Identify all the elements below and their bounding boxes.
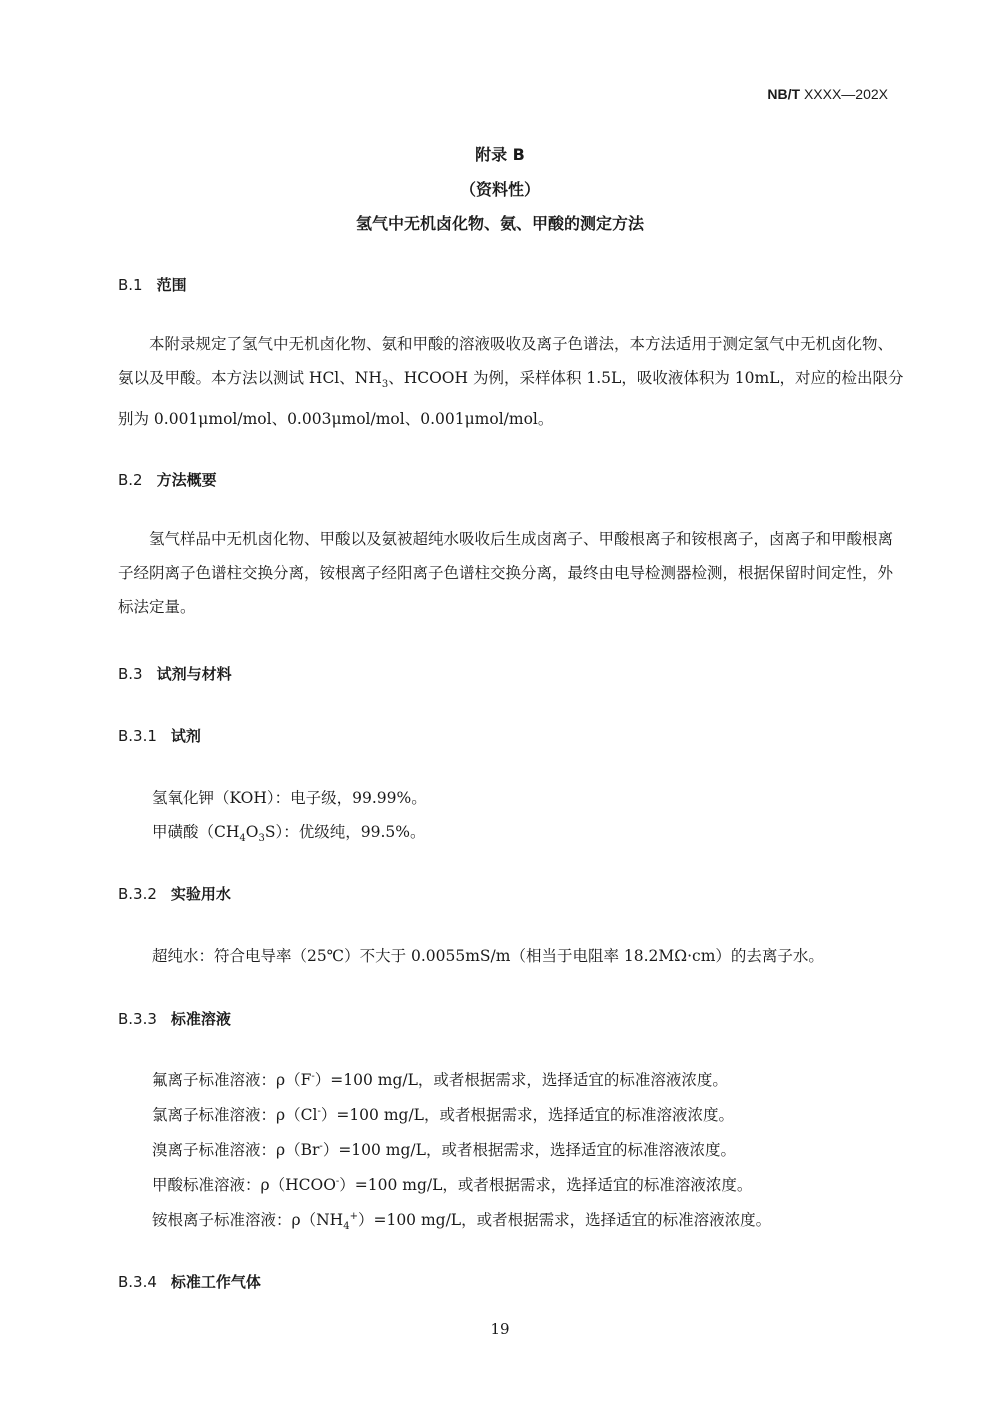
section-b1-heading (118, 274, 187, 295)
section-number: B.1 (118, 276, 143, 294)
document-code (767, 86, 888, 102)
section-title: 实验用水 (170, 885, 231, 903)
section-b3-heading (118, 663, 232, 684)
section-b33-heading (118, 1008, 231, 1029)
reagent-msa: 甲磺酸$(CH_4O_3S)$：优级纯，99.5%。 (152, 823, 426, 845)
ultrapure-water: 超纯水：符合电导率（25℃）不大于 0.0055mS/m（相当于电阻率 18.2MΩ·cm）的去离子水。 (152, 947, 824, 965)
section-b2-paragraph: 氢气样品中无机卤化物、甲酸以及氨被超纯水吸收后生成卤离子、甲酸根离子和铵根离子，卤离子和甲酸根离子经阴离子色谱柱交换分离，铵根离子经阳离子色谱柱交换分离，最终由电导检测器检测，根据保留时间定性，外标法定量。 (118, 530, 894, 616)
standard-formate: 甲酸标准溶液：ρ（HCOO-）=100 mg/L，或者根据需求，选择适宜的标准溶液浓度。 (152, 1175, 753, 1194)
section-b2-heading (118, 469, 217, 490)
section-number: B.2 (118, 471, 143, 489)
section-title: 范围 (156, 276, 187, 294)
reagent-koh: 氢氧化钾（KOH）：电子级，99.99%。 (152, 789, 427, 807)
appendix-label: 附录 B (475, 145, 525, 164)
section-b31-heading (118, 725, 201, 746)
standard-chloride: 氯离子标准溶液：ρ（Cl-）=100 mg/L，或者根据需求，选择适宜的标准溶液浓度。 (152, 1105, 734, 1124)
section-title: 试剂 (170, 727, 201, 745)
standard-bromide: 溴离子标准溶液：ρ（Br-）=100 mg/L，或者根据需求，选择适宜的标准溶液浓度。 (152, 1140, 736, 1159)
section-b32-heading (118, 883, 231, 904)
section-title: 方法概要 (156, 471, 217, 489)
section-b1-paragraph: 本附录规定了氢气中无机卤化物、氨和甲酸的溶液吸收及离子色谱法，本方法适用于测定氢气中无机卤化物、氨以及甲酸。本方法以测试 HCl、$NH_3$、HCOOH 为例，采样体积 1.5L，吸收液体积为 10mL，对应的检出限分别为 0.001μmol/mol、0.003μmol/mol、0.001μmol/mol。 (118, 335, 904, 429)
section-title: 标准溶液 (170, 1010, 231, 1028)
section-number: B.3.3 (118, 1010, 157, 1028)
section-title: 标准工作气体 (170, 1273, 261, 1291)
section-title: 试剂与材料 (156, 665, 232, 683)
page-number: 19 (490, 1320, 510, 1338)
appendix-type: （资料性） (459, 180, 540, 199)
standard-ammonium: 铵根离子标准溶液：$\rho(NH_4^+)=100$ mg/L，或者根据需求，选择适宜的标准溶液浓度。 (152, 1210, 772, 1233)
document-code-prefix: NB/T (767, 86, 801, 102)
section-number: B.3.4 (118, 1273, 157, 1291)
standard-fluoride: 氟离子标准溶液：ρ（F-）=100 mg/L，或者根据需求，选择适宜的标准溶液浓度。 (152, 1070, 728, 1089)
appendix-title: 氢气中无机卤化物、氨、甲酸的测定方法 (355, 214, 644, 233)
section-number: B.3.2 (118, 885, 157, 903)
section-b34-heading (118, 1271, 261, 1292)
section-number: B.3 (118, 665, 143, 683)
document-code-number: XXXX—202X (800, 86, 888, 102)
section-number: B.3.1 (118, 727, 157, 745)
